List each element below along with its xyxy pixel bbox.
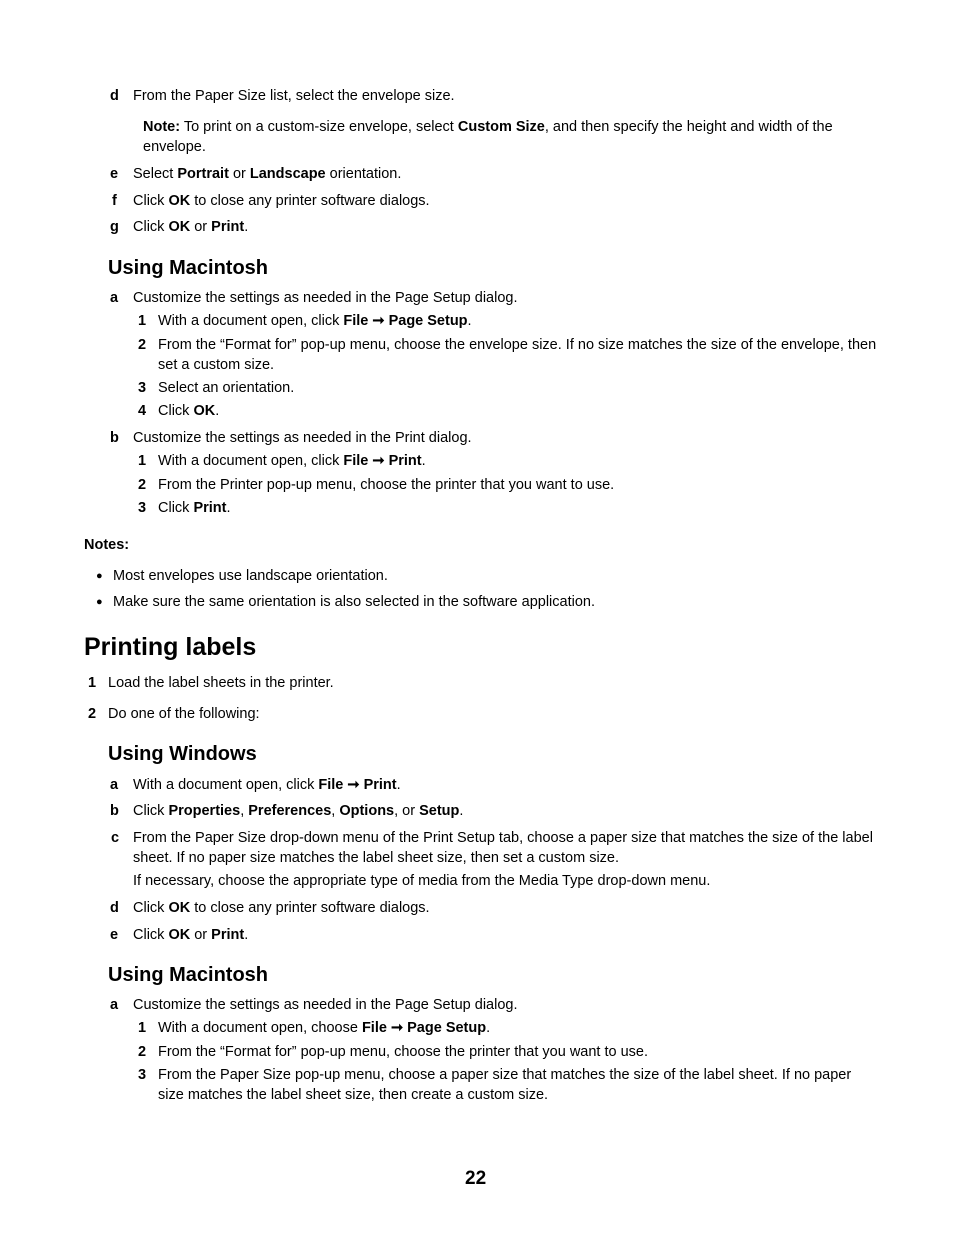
substep-marker: 3	[138, 500, 147, 516]
substep-marker: 2	[138, 337, 147, 353]
step-text: Click OK to close any printer software dialogs.	[133, 900, 430, 916]
page-heading: Printing labels	[84, 633, 257, 661]
substep-text: With a document open, click File ➞ Print.	[158, 453, 426, 469]
step-marker: 1	[88, 675, 97, 691]
substep-text: From the Paper Size pop-up menu, choose a paper size that matches the size of the label sheet. If no paper size matches the label sheet size, then create a custom size.	[158, 1067, 852, 1103]
step-text: Load the label sheets in the printer.	[108, 675, 334, 691]
substep-text: Click OK.	[158, 403, 220, 419]
note-item: Make sure the same orientation is also selected in the software application.	[113, 594, 595, 610]
step-marker: b	[110, 803, 119, 819]
substep-text: Click Print.	[158, 500, 231, 516]
step-text: From the Paper Size list, select the envelope size.	[133, 88, 455, 104]
step-marker: a	[110, 777, 119, 793]
substep-marker: 4	[138, 403, 147, 419]
step-marker: a	[110, 997, 119, 1013]
step-marker: d	[110, 88, 119, 104]
note-item: Most envelopes use landscape orientation.	[113, 568, 388, 584]
bullet-icon: ●	[96, 570, 103, 582]
substep-text: From the Printer pop-up menu, choose the printer that you want to use.	[158, 477, 615, 493]
note-label: Note:	[143, 119, 181, 135]
substep-marker: 1	[138, 453, 147, 469]
substep-marker: 2	[138, 1044, 147, 1060]
step-text: Customize the settings as needed in the Page Setup dialog.	[133, 290, 518, 306]
step-text: Do one of the following:	[108, 706, 260, 722]
step-marker: b	[110, 430, 119, 446]
substep-marker: 1	[138, 313, 147, 329]
step-marker: d	[110, 900, 119, 916]
section-heading: Using Macintosh	[108, 257, 269, 279]
step-text: Click OK or Print.	[133, 219, 249, 235]
section-heading: Using Macintosh	[108, 964, 269, 986]
substep-text: From the “Format for” pop-up menu, choose the envelope size. If no size matches the size of the envelope, then set a custom size.	[158, 337, 877, 373]
note-paragraph: Note: To print on a custom-size envelope, select Custom Size, and then specify the height and width of the envelope.	[143, 119, 833, 155]
step-marker: a	[110, 290, 119, 306]
step-marker: g	[110, 219, 119, 235]
substep-marker: 3	[138, 1067, 147, 1083]
step-text: Click OK or Print.	[133, 927, 249, 943]
bullet-icon: ●	[96, 596, 103, 608]
substep-marker: 3	[138, 380, 147, 396]
step-text: Customize the settings as needed in the Page Setup dialog.	[133, 997, 518, 1013]
notes-label: Notes:	[84, 537, 130, 553]
step-text: From the Paper Size drop-down menu of the Print Setup tab, choose a paper size that matches the size of the label sheet. If no paper size matches the label sheet size, then set a custom size.	[133, 830, 873, 866]
step-text: Click OK to close any printer software dialogs.	[133, 193, 430, 209]
step-marker: 2	[88, 706, 97, 722]
section-heading: Using Windows	[108, 743, 257, 765]
substep-text: With a document open, choose File ➞ Page Setup.	[158, 1020, 491, 1036]
substep-text: Select an orientation.	[158, 380, 295, 396]
page-number: 22	[465, 1168, 487, 1189]
step-text: Customize the settings as needed in the Print dialog.	[133, 430, 472, 446]
step-extra-text: If necessary, choose the appropriate type of media from the Media Type drop-down menu.	[133, 873, 711, 889]
substep-text: With a document open, click File ➞ Page Setup.	[158, 313, 472, 329]
substep-text: From the “Format for” pop-up menu, choose the printer that you want to use.	[158, 1044, 649, 1060]
step-text: Click Properties, Preferences, Options, or Setup.	[133, 803, 464, 819]
step-marker: f	[112, 193, 117, 209]
step-text: Select Portrait or Landscape orientation.	[133, 166, 402, 182]
substep-marker: 1	[138, 1020, 147, 1036]
step-marker: e	[110, 166, 119, 182]
step-text: With a document open, click File ➞ Print.	[133, 777, 401, 793]
substep-marker: 2	[138, 477, 147, 493]
step-marker: c	[111, 830, 120, 846]
step-marker: e	[110, 927, 119, 943]
